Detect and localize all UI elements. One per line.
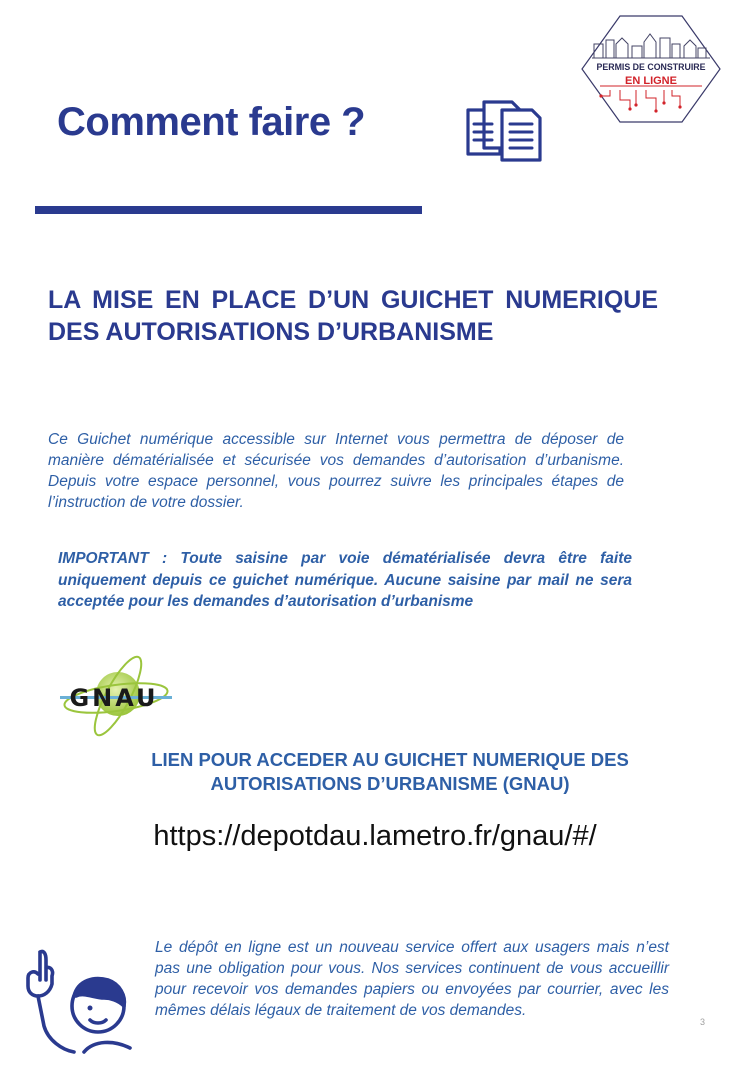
gnau-logo — [52, 652, 178, 744]
documents-icon — [462, 96, 546, 162]
footer-paragraph: Le dépôt en ligne est un nouveau service offert aux usagers mais n’est pas une obligation pour vous. Nos services continuent de vous accueillir pour recevoir vos demandes papiers ou envoyées par courrier, avec les mêmes délais légaux de traitement de vos demandes. — [155, 939, 669, 1019]
logo-line2: EN LIGNE — [625, 75, 677, 87]
page-title: Comment faire ? — [57, 100, 366, 144]
logo-line1: PERMIS DE CONSTRUIRE — [596, 62, 706, 72]
gnau-url-link[interactable]: https://depotdau.lametro.fr/gnau/#/ — [153, 820, 597, 852]
link-heading-line2: AUTORISATIONS D’URBANISME (GNAU) — [210, 773, 570, 794]
page-number: 3 — [700, 1017, 706, 1027]
intro-paragraph: Ce Guichet numérique accessible sur Internet vous permettra de déposer de manière dématérialisée et sécurisée vos demandes d’autorisation d’urbanisme. Depuis votre espace personnel, vous pourrez suivre les principales étapes de l’instruction de votre dossier. — [48, 431, 624, 511]
permis-de-construire-logo — [580, 14, 722, 124]
person-pointing-icon — [14, 940, 142, 1062]
link-heading — [70, 748, 710, 796]
important-notice: IMPORTANT : Toute saisine par voie dématérialisée devra être faite uniquement depuis ce guichet numérique. Aucune saisine par mail ne sera acceptée pour les demandes d’autorisation d’urbanisme — [58, 550, 632, 610]
link-heading-line1: LIEN POUR ACCEDER AU GUICHET NUMERIQUE DES — [151, 749, 629, 770]
gnau-logo-text: GNAU — [69, 684, 159, 712]
title-underline — [35, 206, 422, 214]
section-heading: LA MISE EN PLACE D’UN GUICHET NUMERIQUE DES AUTORISATIONS D’URBANISME — [48, 286, 658, 346]
